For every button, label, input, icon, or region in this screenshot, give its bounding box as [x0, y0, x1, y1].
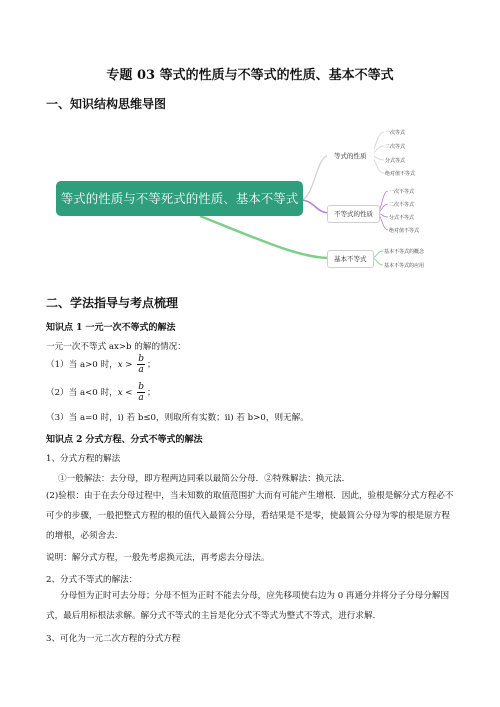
- kp2-subheading-2: 2、分式不等式的解法：: [46, 575, 138, 585]
- kp2-inequality-method: 分母恒为正时可去分母；分母不恒为正时不能去分母，应先移项使右边为 0 再通分并将分子分母分解因式，最后用标根法求解。解分式不等式的主旨是化分式不等式为整式不等式，进行求解．: [46, 591, 450, 621]
- mind-map-branch-basic: 基本不等式: [327, 250, 374, 268]
- mind-map-leaf: 一次不等式: [389, 189, 415, 195]
- mind-map-leaf: 分式等式: [385, 158, 406, 164]
- kp1-intro: 一元一次不等式 ax>b 的解的情况：: [46, 342, 186, 352]
- page-title: 专题 03 等式的性质与不等式的性质、基本不等式: [106, 68, 394, 83]
- kp1-case3: （3）当 a=0 时，i) 若 b≤0，则取所有实数；ii) 若 b>0，则无解。: [46, 413, 309, 423]
- mind-map-leaf: 分式不等式: [389, 215, 415, 221]
- mind-map-root: 等式的性质与不等死式的性质、基本不等式: [56, 181, 303, 216]
- kp2-subheading-1: 1、分式方程的解法: [46, 454, 121, 464]
- kp1-case1: （1）当 a>0 时，x > $\frac{b}{a}$ ；: [46, 354, 156, 375]
- kp2-title: 知识点 2 分式方程、分式不等式的解法: [46, 435, 203, 445]
- section-heading-guide: 二、学法指导与考点梳理: [46, 296, 179, 310]
- fraction-b-over-a: $\frac{b}{a}$: [138, 354, 144, 375]
- mind-map-leaf: 基本不等式的概念: [384, 249, 425, 255]
- fraction-b-over-a: $\frac{b}{a}$: [138, 382, 144, 403]
- kp2-root-check: (2)验根：由于在去分母过程中，当未知数的取值范围扩大而有可能产生增根．因此，验根是解分式方程必不可少的步骤，一般把整式方程的根的值代入最简公分母，看结果是不是零，使最简公分母为零的根是原方程的增根，必须舍去．: [46, 491, 454, 541]
- mind-map-leaf: 一次等式: [385, 130, 406, 136]
- kp2-general-method: ①一般解法：去分母，即方程两边同乘以最简公分母．②特殊解法：换元法．: [58, 474, 351, 484]
- kp2-subheading-3: 3、可化为一元二次方程的分式方程: [46, 634, 181, 644]
- kp1-title: 知识点 1 一元一次不等式的解法: [46, 323, 176, 333]
- kp2-note: 说明：解分式方程，一般先考虑换元法，再考虑去分母法。: [46, 553, 270, 563]
- kp1-case2: （2）当 a<0 时，x < $\frac{b}{a}$ ；: [46, 382, 156, 403]
- mind-map-leaf: 二次不等式: [389, 202, 415, 208]
- section-heading-mindmap: 一、知识结构思维导图: [46, 97, 167, 111]
- mind-map-leaf: 绝对值不等式: [385, 171, 416, 177]
- mind-map-branch-inequality: 不等式的性质: [327, 205, 380, 223]
- mind-map-leaf: 二次等式: [385, 144, 406, 150]
- mind-map-leaf: 绝对值不等式: [389, 228, 420, 234]
- mind-map-branch-equality: 等式的性质: [327, 147, 374, 165]
- mind-map-leaf: 基本不等式的应用: [384, 263, 425, 269]
